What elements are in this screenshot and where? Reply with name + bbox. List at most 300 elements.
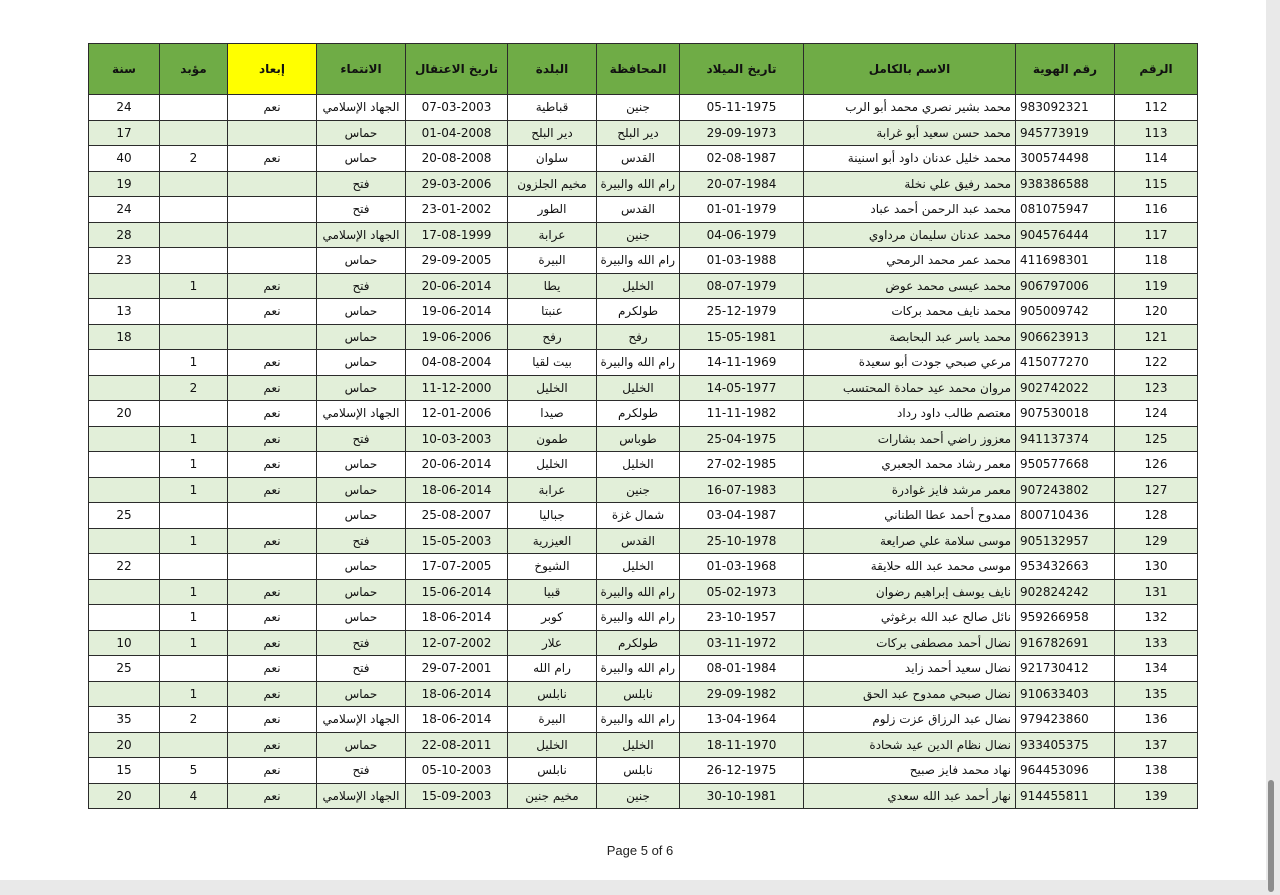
cell-years: 22: [89, 554, 160, 580]
cell-dob: 05-02-1973: [680, 579, 804, 605]
cell-dob: 25-10-1978: [680, 528, 804, 554]
cell-town: الطور: [508, 197, 597, 223]
cell-town: صيدا: [508, 401, 597, 427]
cell-num: 126: [1115, 452, 1198, 478]
cell-faction: فتح: [317, 197, 406, 223]
cell-years: [89, 605, 160, 631]
cell-life: 4: [160, 783, 228, 809]
cell-gov: رام الله والبيرة: [597, 579, 680, 605]
cell-faction: حماس: [317, 248, 406, 274]
cell-id: 081075947: [1016, 197, 1115, 223]
cell-faction: الجهاد الإسلامي: [317, 783, 406, 809]
cell-town: العيزرية: [508, 528, 597, 554]
cell-life: [160, 401, 228, 427]
cell-faction: فتح: [317, 656, 406, 682]
cell-life: [160, 656, 228, 682]
cell-years: 19: [89, 171, 160, 197]
cell-dob: 01-03-1968: [680, 554, 804, 580]
cell-town: علار: [508, 630, 597, 656]
cell-num: 128: [1115, 503, 1198, 529]
cell-dob: 01-01-1979: [680, 197, 804, 223]
table-row: [89, 554, 1198, 580]
cell-town: جباليا: [508, 503, 597, 529]
cell-deport: نعم: [228, 299, 317, 325]
cell-life: 5: [160, 758, 228, 784]
cell-id: 800710436: [1016, 503, 1115, 529]
cell-life: 1: [160, 630, 228, 656]
cell-deport: نعم: [228, 605, 317, 631]
cell-gov: طولكرم: [597, 401, 680, 427]
cell-life: 1: [160, 273, 228, 299]
cell-dob: 13-04-1964: [680, 707, 804, 733]
cell-years: 20: [89, 732, 160, 758]
cell-dob: 02-08-1987: [680, 146, 804, 172]
cell-faction: حماس: [317, 681, 406, 707]
table-row: [89, 707, 1198, 733]
cell-years: [89, 452, 160, 478]
cell-num: 119: [1115, 273, 1198, 299]
table-row: [89, 528, 1198, 554]
cell-years: 25: [89, 656, 160, 682]
cell-deport: نعم: [228, 350, 317, 376]
scrollbar-thumb[interactable]: [1268, 780, 1274, 892]
table-row: [89, 350, 1198, 376]
cell-faction: الجهاد الإسلامي: [317, 707, 406, 733]
cell-id: 411698301: [1016, 248, 1115, 274]
cell-deport: نعم: [228, 732, 317, 758]
cell-deport: [228, 554, 317, 580]
cell-years: 18: [89, 324, 160, 350]
cell-id: 902742022: [1016, 375, 1115, 401]
cell-id: 983092321: [1016, 95, 1115, 121]
cell-life: [160, 554, 228, 580]
cell-id: 300574498: [1016, 146, 1115, 172]
cell-gov: طولكرم: [597, 630, 680, 656]
cell-id: 904576444: [1016, 222, 1115, 248]
cell-gov: رام الله والبيرة: [597, 248, 680, 274]
cell-gov: جنين: [597, 95, 680, 121]
cell-arrest: 11-12-2000: [406, 375, 508, 401]
cell-name: نضال سعيد أحمد زايد: [804, 656, 1016, 682]
cell-num: 127: [1115, 477, 1198, 503]
cell-gov: رام الله والبيرة: [597, 171, 680, 197]
cell-id: 953432663: [1016, 554, 1115, 580]
cell-num: 118: [1115, 248, 1198, 274]
cell-faction: الجهاد الإسلامي: [317, 95, 406, 121]
cell-arrest: 15-09-2003: [406, 783, 508, 809]
cell-faction: حماس: [317, 324, 406, 350]
cell-num: 131: [1115, 579, 1198, 605]
cell-town: دير البلح: [508, 120, 597, 146]
table-row: [89, 579, 1198, 605]
cell-town: رام الله: [508, 656, 597, 682]
cell-town: رفح: [508, 324, 597, 350]
cell-faction: فتح: [317, 630, 406, 656]
cell-arrest: 19-06-2014: [406, 299, 508, 325]
table-row: [89, 375, 1198, 401]
cell-id: 979423860: [1016, 707, 1115, 733]
cell-town: مخيم جنين: [508, 783, 597, 809]
table-row: [89, 299, 1198, 325]
cell-num: 117: [1115, 222, 1198, 248]
cell-id: 921730412: [1016, 656, 1115, 682]
cell-name: مرعي صبحي جودت أبو سعيدة: [804, 350, 1016, 376]
cell-num: 135: [1115, 681, 1198, 707]
cell-name: موسى محمد عبد الله حلايقة: [804, 554, 1016, 580]
cell-arrest: 18-06-2014: [406, 605, 508, 631]
cell-gov: طوباس: [597, 426, 680, 452]
cell-num: 133: [1115, 630, 1198, 656]
cell-life: [160, 324, 228, 350]
cell-arrest: 18-06-2014: [406, 707, 508, 733]
cell-gov: الخليل: [597, 375, 680, 401]
cell-deport: نعم: [228, 401, 317, 427]
table-row: [89, 758, 1198, 784]
cell-name: محمد بشير نصري محمد أبو الرب: [804, 95, 1016, 121]
cell-dob: 29-09-1973: [680, 120, 804, 146]
table-row: [89, 120, 1198, 146]
cell-deport: نعم: [228, 528, 317, 554]
header-dob: تاريخ الميلاد: [680, 44, 804, 95]
table-row: [89, 222, 1198, 248]
cell-gov: القدس: [597, 528, 680, 554]
cell-dob: 27-02-1985: [680, 452, 804, 478]
cell-years: 10: [89, 630, 160, 656]
cell-name: محمد ياسر عبد البحابصة: [804, 324, 1016, 350]
header-name: الاسم بالكامل: [804, 44, 1016, 95]
cell-num: 137: [1115, 732, 1198, 758]
cell-life: [160, 197, 228, 223]
header-arrest: تاريخ الاعتقال: [406, 44, 508, 95]
header-gov: المحافظة: [597, 44, 680, 95]
cell-dob: 05-11-1975: [680, 95, 804, 121]
cell-deport: نعم: [228, 452, 317, 478]
cell-arrest: 01-04-2008: [406, 120, 508, 146]
cell-years: 40: [89, 146, 160, 172]
cell-gov: رام الله والبيرة: [597, 656, 680, 682]
cell-name: مروان محمد عيد حمادة المحتسب: [804, 375, 1016, 401]
cell-years: 24: [89, 95, 160, 121]
table-row: [89, 248, 1198, 274]
cell-name: نايف يوسف إبراهيم رضوان: [804, 579, 1016, 605]
cell-gov: الخليل: [597, 554, 680, 580]
cell-gov: شمال غزة: [597, 503, 680, 529]
cell-life: 2: [160, 375, 228, 401]
cell-deport: نعم: [228, 579, 317, 605]
cell-deport: نعم: [228, 375, 317, 401]
cell-years: 25: [89, 503, 160, 529]
cell-arrest: 18-06-2014: [406, 477, 508, 503]
cell-years: 20: [89, 783, 160, 809]
cell-arrest: 29-03-2006: [406, 171, 508, 197]
cell-id: 916782691: [1016, 630, 1115, 656]
cell-deport: نعم: [228, 477, 317, 503]
cell-arrest: 15-06-2014: [406, 579, 508, 605]
cell-deport: [228, 197, 317, 223]
cell-gov: الخليل: [597, 452, 680, 478]
header-life: مؤبد: [160, 44, 228, 95]
cell-gov: جنين: [597, 222, 680, 248]
cell-faction: الجهاد الإسلامي: [317, 222, 406, 248]
cell-years: [89, 528, 160, 554]
cell-town: قباطية: [508, 95, 597, 121]
header-deport: إبعاد: [228, 44, 317, 95]
cell-dob: 23-10-1957: [680, 605, 804, 631]
cell-town: نابلس: [508, 681, 597, 707]
cell-life: 2: [160, 707, 228, 733]
cell-id: 964453096: [1016, 758, 1115, 784]
header-years: سنة: [89, 44, 160, 95]
cell-years: [89, 375, 160, 401]
cell-town: عرابة: [508, 477, 597, 503]
prisoners-table: [88, 43, 1198, 809]
cell-num: 121: [1115, 324, 1198, 350]
cell-num: 125: [1115, 426, 1198, 452]
cell-faction: فتح: [317, 171, 406, 197]
cell-name: نهار أحمد عبد الله سعدي: [804, 783, 1016, 809]
table-row: [89, 656, 1198, 682]
cell-id: 910633403: [1016, 681, 1115, 707]
cell-deport: نعم: [228, 630, 317, 656]
cell-dob: 11-11-1982: [680, 401, 804, 427]
cell-dob: 01-03-1988: [680, 248, 804, 274]
cell-num: 122: [1115, 350, 1198, 376]
table-row: [89, 273, 1198, 299]
table-row: [89, 324, 1198, 350]
table-row: [89, 171, 1198, 197]
cell-deport: [228, 120, 317, 146]
cell-years: [89, 579, 160, 605]
cell-num: 132: [1115, 605, 1198, 631]
cell-years: 20: [89, 401, 160, 427]
cell-faction: حماس: [317, 375, 406, 401]
header-town: البلدة: [508, 44, 597, 95]
cell-name: نضال أحمد مصطفى بركات: [804, 630, 1016, 656]
cell-years: [89, 350, 160, 376]
cell-years: [89, 681, 160, 707]
cell-dob: 14-11-1969: [680, 350, 804, 376]
cell-name: معمر مرشد فايز غوادرة: [804, 477, 1016, 503]
cell-deport: نعم: [228, 758, 317, 784]
cell-name: محمد عمر محمد الرمحي: [804, 248, 1016, 274]
cell-faction: الجهاد الإسلامي: [317, 401, 406, 427]
cell-arrest: 20-06-2014: [406, 452, 508, 478]
table-row: [89, 426, 1198, 452]
cell-years: 13: [89, 299, 160, 325]
cell-gov: القدس: [597, 146, 680, 172]
cell-faction: حماس: [317, 732, 406, 758]
cell-name: محمد رفيق علي نخلة: [804, 171, 1016, 197]
cell-id: 906623913: [1016, 324, 1115, 350]
cell-town: الخليل: [508, 375, 597, 401]
cell-faction: حماس: [317, 120, 406, 146]
cell-deport: نعم: [228, 426, 317, 452]
cell-life: [160, 299, 228, 325]
cell-faction: فتح: [317, 273, 406, 299]
cell-dob: 20-07-1984: [680, 171, 804, 197]
cell-gov: رام الله والبيرة: [597, 605, 680, 631]
cell-town: طمون: [508, 426, 597, 452]
cell-id: 415077270: [1016, 350, 1115, 376]
cell-deport: [228, 222, 317, 248]
cell-num: 113: [1115, 120, 1198, 146]
cell-life: 1: [160, 452, 228, 478]
cell-num: 129: [1115, 528, 1198, 554]
cell-deport: نعم: [228, 707, 317, 733]
table-body: [89, 95, 1198, 809]
cell-num: 123: [1115, 375, 1198, 401]
cell-dob: 16-07-1983: [680, 477, 804, 503]
cell-town: كوبر: [508, 605, 597, 631]
cell-name: محمد عبد الرحمن أحمد عباد: [804, 197, 1016, 223]
cell-gov: دير البلح: [597, 120, 680, 146]
cell-faction: حماس: [317, 452, 406, 478]
cell-arrest: 25-08-2007: [406, 503, 508, 529]
cell-arrest: 20-08-2008: [406, 146, 508, 172]
cell-dob: 14-05-1977: [680, 375, 804, 401]
cell-dob: 08-01-1984: [680, 656, 804, 682]
cell-town: البيرة: [508, 707, 597, 733]
cell-life: [160, 503, 228, 529]
cell-num: 120: [1115, 299, 1198, 325]
table-row: [89, 401, 1198, 427]
cell-gov: رام الله والبيرة: [597, 707, 680, 733]
table-row: [89, 605, 1198, 631]
cell-name: نضال نظام الدين عيد شحادة: [804, 732, 1016, 758]
cell-arrest: 04-08-2004: [406, 350, 508, 376]
cell-dob: 04-06-1979: [680, 222, 804, 248]
table-row: [89, 732, 1198, 758]
cell-life: [160, 95, 228, 121]
cell-num: 130: [1115, 554, 1198, 580]
cell-name: معتصم طالب داود رداد: [804, 401, 1016, 427]
cell-life: 2: [160, 146, 228, 172]
cell-arrest: 15-05-2003: [406, 528, 508, 554]
cell-deport: نعم: [228, 273, 317, 299]
cell-gov: نابلس: [597, 758, 680, 784]
cell-life: 1: [160, 528, 228, 554]
cell-deport: نعم: [228, 681, 317, 707]
cell-name: نضال عبد الرزاق عزت زلوم: [804, 707, 1016, 733]
cell-life: [160, 248, 228, 274]
cell-dob: 30-10-1981: [680, 783, 804, 809]
cell-dob: 03-04-1987: [680, 503, 804, 529]
cell-faction: حماس: [317, 350, 406, 376]
cell-dob: 18-11-1970: [680, 732, 804, 758]
cell-arrest: 20-06-2014: [406, 273, 508, 299]
cell-life: [160, 171, 228, 197]
cell-life: 1: [160, 350, 228, 376]
cell-years: 35: [89, 707, 160, 733]
cell-arrest: 07-03-2003: [406, 95, 508, 121]
cell-life: 1: [160, 605, 228, 631]
cell-name: محمد نايف محمد بركات: [804, 299, 1016, 325]
cell-num: 124: [1115, 401, 1198, 427]
header-row: [89, 44, 1198, 95]
cell-faction: حماس: [317, 146, 406, 172]
cell-years: [89, 273, 160, 299]
cell-faction: حماس: [317, 554, 406, 580]
cell-town: الخليل: [508, 732, 597, 758]
cell-town: نابلس: [508, 758, 597, 784]
cell-town: يطا: [508, 273, 597, 299]
cell-faction: فتح: [317, 758, 406, 784]
table-row: [89, 503, 1198, 529]
cell-gov: الخليل: [597, 732, 680, 758]
cell-num: 139: [1115, 783, 1198, 809]
cell-deport: [228, 324, 317, 350]
cell-deport: [228, 171, 317, 197]
cell-deport: نعم: [228, 95, 317, 121]
cell-deport: نعم: [228, 656, 317, 682]
cell-id: 933405375: [1016, 732, 1115, 758]
cell-deport: [228, 503, 317, 529]
cell-town: عرابة: [508, 222, 597, 248]
cell-faction: فتح: [317, 426, 406, 452]
cell-arrest: 23-01-2002: [406, 197, 508, 223]
cell-faction: حماس: [317, 477, 406, 503]
cell-life: 1: [160, 681, 228, 707]
cell-id: 905009742: [1016, 299, 1115, 325]
cell-years: [89, 426, 160, 452]
table-row: [89, 783, 1198, 809]
cell-gov: الخليل: [597, 273, 680, 299]
cell-name: معزوز راضي أحمد بشارات: [804, 426, 1016, 452]
cell-years: [89, 477, 160, 503]
cell-num: 115: [1115, 171, 1198, 197]
cell-id: 907530018: [1016, 401, 1115, 427]
cell-id: 959266958: [1016, 605, 1115, 631]
cell-id: 950577668: [1016, 452, 1115, 478]
table-row: [89, 452, 1198, 478]
cell-name: محمد عيسى محمد عوض: [804, 273, 1016, 299]
cell-life: 1: [160, 426, 228, 452]
cell-faction: حماس: [317, 503, 406, 529]
cell-id: 941137374: [1016, 426, 1115, 452]
cell-gov: جنين: [597, 477, 680, 503]
cell-town: سلوان: [508, 146, 597, 172]
cell-arrest: 17-07-2005: [406, 554, 508, 580]
cell-gov: جنين: [597, 783, 680, 809]
cell-arrest: 19-06-2006: [406, 324, 508, 350]
table-row: [89, 681, 1198, 707]
cell-id: 938386588: [1016, 171, 1115, 197]
cell-gov: القدس: [597, 197, 680, 223]
cell-town: بيت لقيا: [508, 350, 597, 376]
header-num: الرقم: [1115, 44, 1198, 95]
cell-faction: حماس: [317, 299, 406, 325]
cell-dob: 15-05-1981: [680, 324, 804, 350]
cell-arrest: 10-03-2003: [406, 426, 508, 452]
cell-dob: 25-12-1979: [680, 299, 804, 325]
cell-dob: 08-07-1979: [680, 273, 804, 299]
cell-life: 1: [160, 477, 228, 503]
cell-years: 23: [89, 248, 160, 274]
cell-dob: 26-12-1975: [680, 758, 804, 784]
cell-years: 15: [89, 758, 160, 784]
table-row: [89, 630, 1198, 656]
table-row: [89, 146, 1198, 172]
table-row: [89, 477, 1198, 503]
cell-name: نهاد محمد فايز صبيح: [804, 758, 1016, 784]
cell-arrest: 12-01-2006: [406, 401, 508, 427]
table-row: [89, 95, 1198, 121]
cell-arrest: 12-07-2002: [406, 630, 508, 656]
cell-dob: 03-11-1972: [680, 630, 804, 656]
cell-life: [160, 732, 228, 758]
cell-years: 24: [89, 197, 160, 223]
cell-id: 906797006: [1016, 273, 1115, 299]
